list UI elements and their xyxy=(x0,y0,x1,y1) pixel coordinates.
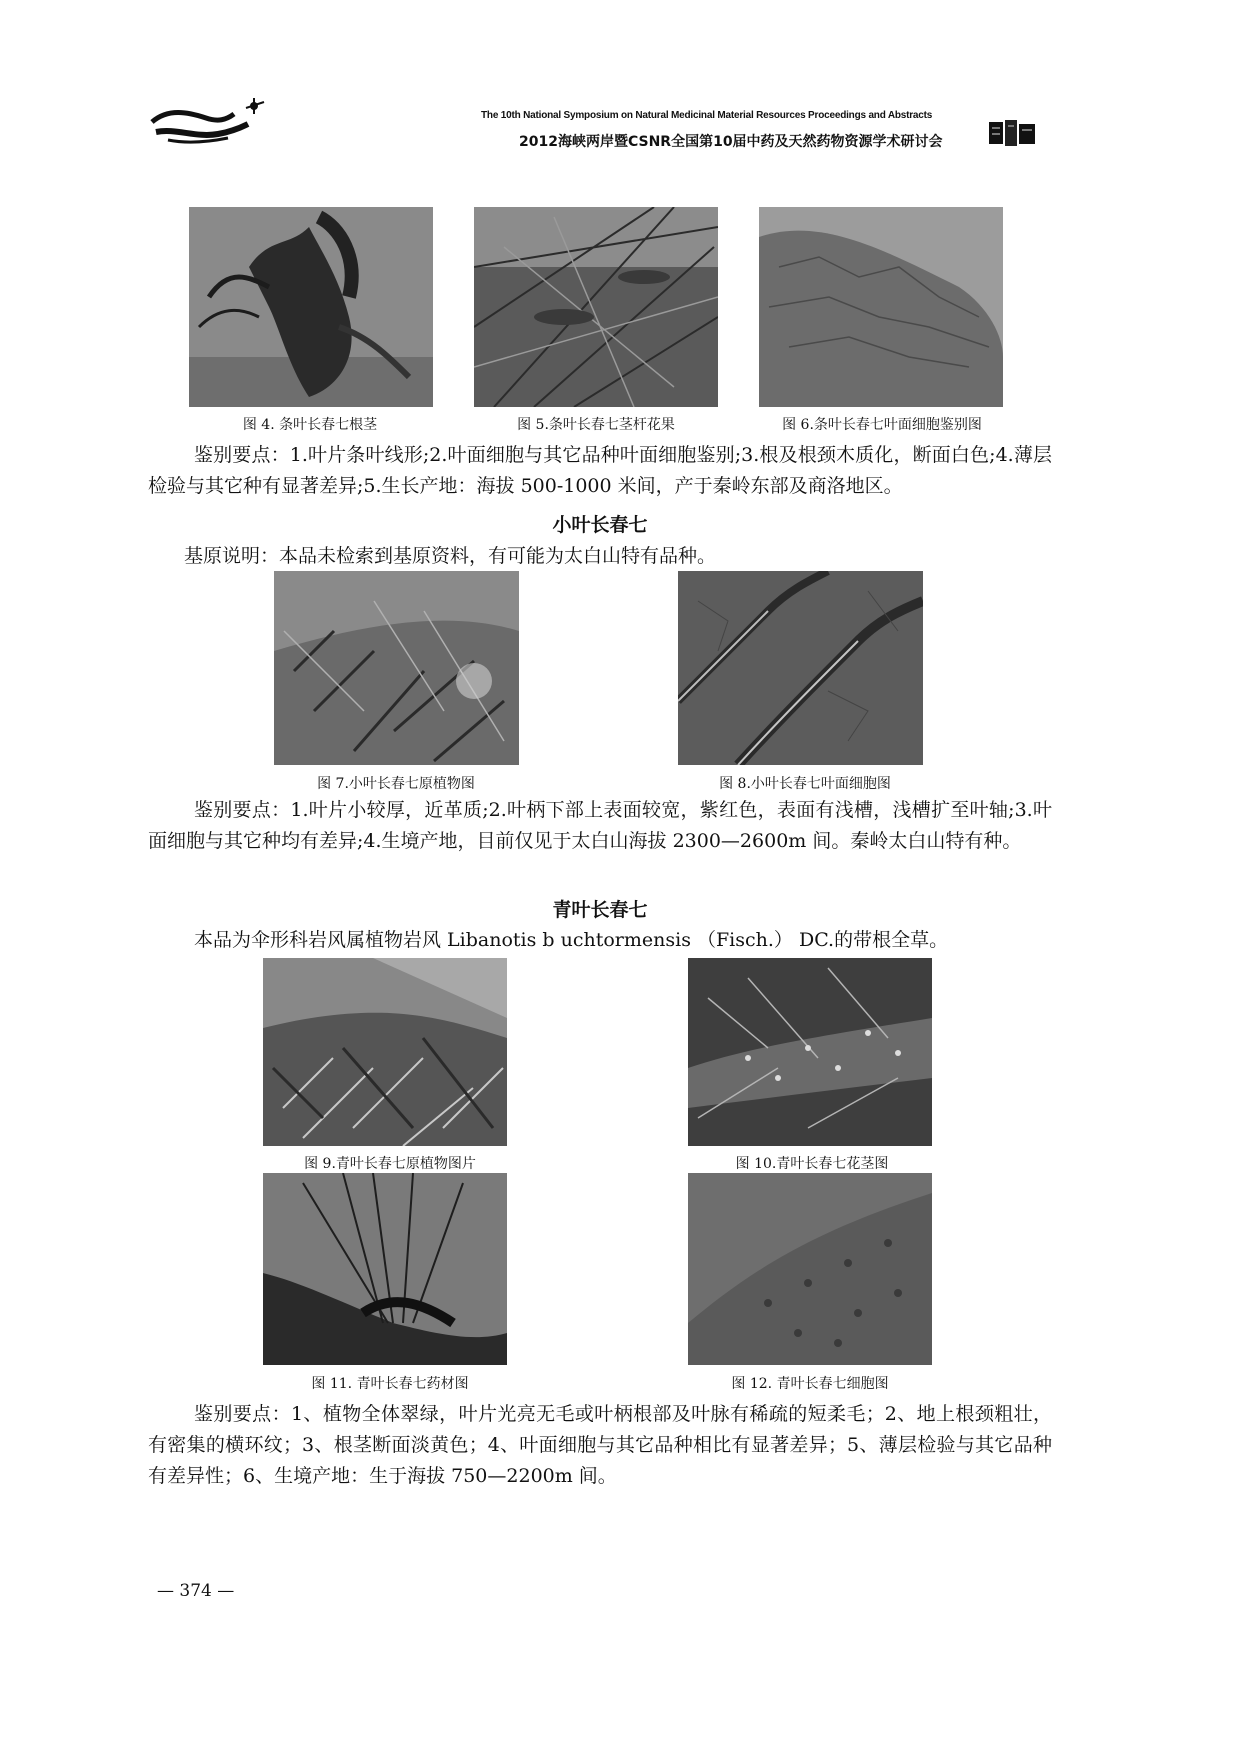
botanical-source-paragraph: 本品为伞形科岩风属植物岩风 Libanotis b uchtormensis （Fisch.） DC.的带根全草。 xyxy=(194,929,949,951)
figure-5-photo xyxy=(474,207,718,407)
figure-6-caption: 图 6.条叶长春七叶面细胞鉴别图 xyxy=(782,417,982,433)
figure-6-photo xyxy=(759,207,1003,407)
symposium-logo xyxy=(148,98,272,148)
figure-10-caption: 图 10.青叶长春七花茎图 xyxy=(735,1156,889,1172)
page-number: — 374 — xyxy=(157,1581,235,1601)
figure-4-photo xyxy=(189,207,433,407)
figure-9-caption: 图 9.青叶长春七原植物图片 xyxy=(304,1156,476,1172)
figure-11-caption: 图 11. 青叶长春七药材图 xyxy=(311,1376,469,1392)
section-heading-qingye-changchunqi: 青叶长春七 xyxy=(552,899,648,921)
figure-7-caption: 图 7.小叶长春七原植物图 xyxy=(317,776,475,792)
identification-points-paragraph-1: 鉴别要点：1.叶片条叶线形;2.叶面细胞与其它品种叶面细胞鉴别;3.根及根颈木质化，断面白色;4.薄层检验与其它种有显著差异;5.生长产地：海拔 500-1000 米间，产于秦岭东部及商洛地区。 xyxy=(148,444,1052,497)
figure-11-photo xyxy=(263,1173,507,1365)
section-heading-xiaoye-changchunqi: 小叶长春七 xyxy=(552,514,648,536)
figure-10-photo xyxy=(688,958,932,1146)
figure-12-caption: 图 12. 青叶长春七细胞图 xyxy=(731,1376,889,1392)
figure-8-caption: 图 8.小叶长春七叶面细胞图 xyxy=(719,776,891,792)
figure-8-photo xyxy=(678,571,923,765)
figure-4-caption: 图 4. 条叶长春七根茎 xyxy=(242,417,378,433)
figure-12-photo xyxy=(688,1173,932,1365)
origin-description-paragraph: 基原说明：本品未检索到基原资料，有可能为太白山特有品种。 xyxy=(184,545,717,567)
figure-7-photo xyxy=(274,571,519,765)
figure-9-photo xyxy=(263,958,507,1146)
identification-points-paragraph-3: 鉴别要点：1、植物全体翠绿，叶片光亮无毛或叶柄根部及叶脉有稀疏的短柔毛；2、地上根颈粗壮，有密集的横环纹；3、根茎断面淡黄色；4、叶面细胞与其它品种相比有显著差异；5、薄层检验与其它品种有差异性；6、生境产地：生于海拔 750—2200m 间。 xyxy=(148,1403,1052,1487)
header-english-title: The 10th National Symposium on Natural Medicinal Material Resources Proceedings and Abstracts xyxy=(481,110,933,121)
identification-points-paragraph-2: 鉴别要点：1.叶片小较厚，近革质;2.叶柄下部上表面较宽，紫红色，表面有浅槽，浅槽扩至叶轴;3.叶面细胞与其它种均有差异;4.生境产地，目前仅见于太白山海拔 2300—2600m 间。秦岭太白山特有种。 xyxy=(148,799,1052,852)
header-emblem xyxy=(987,118,1037,148)
figure-5-caption: 图 5.条叶长春七茎杆花果 xyxy=(517,417,675,433)
header-chinese-title: 2012海峡两岸暨CSNR全国第10届中药及天然药物资源学术研讨会 xyxy=(519,134,943,150)
